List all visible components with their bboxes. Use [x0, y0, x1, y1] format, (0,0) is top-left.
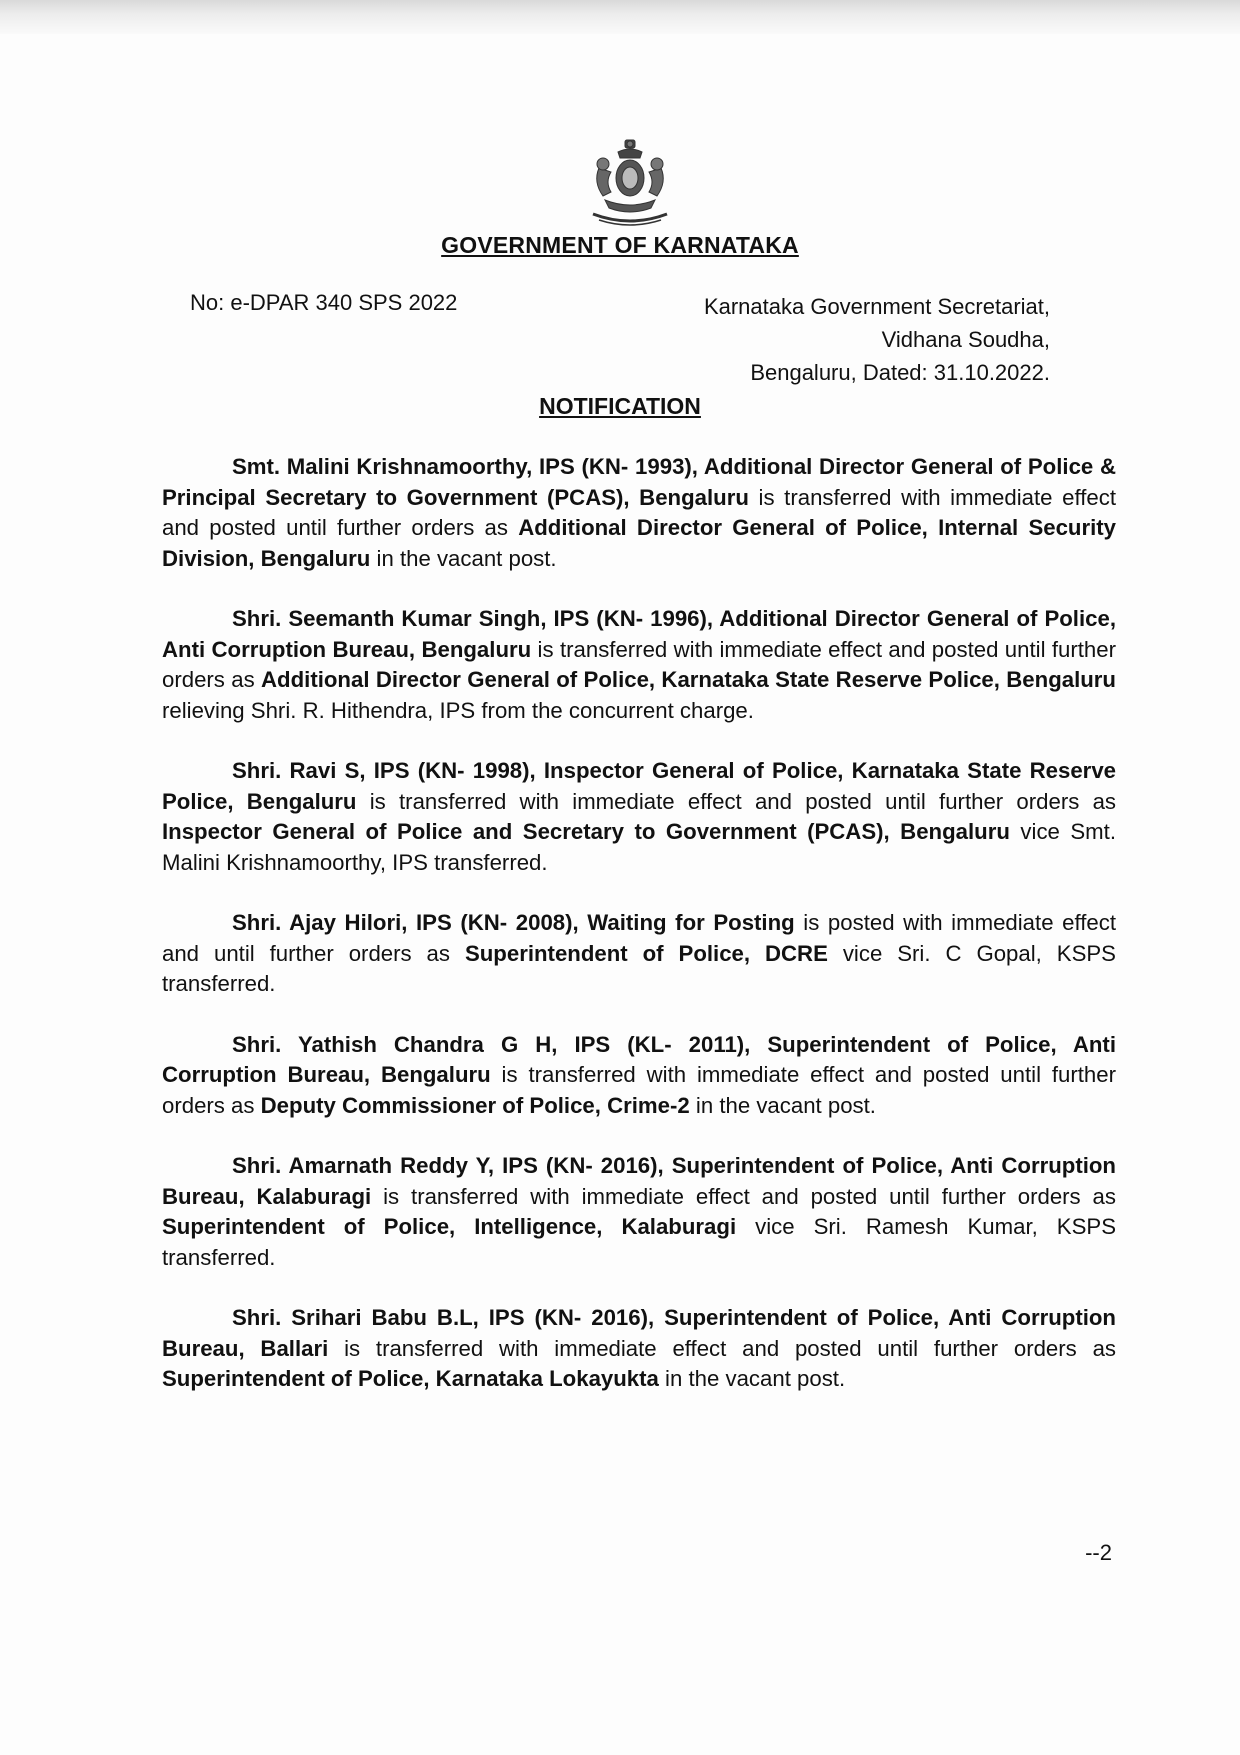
transfer-remark: in the vacant post.: [370, 545, 557, 571]
officer-details: Shri. Seemanth Kumar Singh, IPS (KN- 1996), Additional Director General of Police, Anti Corruption Bureau, Bengaluru: [162, 606, 1116, 662]
address-line-2: Vidhana Soudha,: [881, 327, 1050, 352]
officer-details: Shri. Ravi S, IPS (KN- 1998), Inspector General of Police, Karnataka State Reserve Police, Bengaluru: [162, 758, 1116, 814]
transfer-remark: vice Sri. Ramesh Kumar, KSPS transferred.: [162, 1214, 1116, 1270]
transfer-paragraph: [162, 452, 1116, 574]
transfer-remark: relieving Shri. R. Hithendra, IPS from the concurrent charge.: [162, 697, 754, 723]
notification-body: [162, 452, 1116, 1425]
new-posting: Additional Director General of Police, Internal Security Division, Bengaluru: [162, 515, 1116, 571]
transfer-remark: in the vacant post.: [689, 1092, 876, 1118]
transfer-text: is transferred with immediate effect and posted until further orders as: [162, 484, 1116, 540]
new-posting: Deputy Commissioner of Police, Crime-2: [260, 1092, 690, 1118]
transfer-text: is transferred with immediate effect and posted until further orders as: [328, 1335, 1116, 1361]
address-line-1: Karnataka Government Secretariat,: [703, 294, 1050, 319]
officer-details: Shri. Ajay Hilori, IPS (KN- 2008), Waiting for Posting: [232, 910, 795, 935]
officer-details: Shri. Srihari Babu B.L, IPS (KN- 2016), Superintendent of Police, Anti Corruption Bureau, Ballari: [162, 1305, 1116, 1361]
notification-title: NOTIFICATION: [539, 393, 701, 419]
transfer-text: is transferred with immediate effect and posted until further orders as: [356, 788, 1117, 814]
scan-edge: [0, 0, 1240, 34]
transfer-paragraph: [162, 756, 1116, 878]
transfer-text: is transferred with immediate effect and posted until further orders as: [162, 1062, 1116, 1118]
transfer-paragraph: [162, 908, 1116, 1000]
transfer-paragraph: [162, 1030, 1116, 1122]
transfer-remark: vice Sri. C Gopal, KSPS transferred.: [162, 940, 1116, 996]
transfer-paragraph: [162, 1151, 1116, 1273]
transfer-text: is transferred with immediate effect and posted until further orders as: [162, 636, 1116, 692]
officer-details: Shri. Amarnath Reddy Y, IPS (KN- 2016), Superintendent of Police, Anti Corruption Bureau, Kalaburagi: [162, 1153, 1116, 1209]
transfer-remark: in the vacant post.: [658, 1366, 846, 1391]
transfer-text: is posted with immediate effect and until further orders as: [162, 910, 1116, 966]
secretariat-address: [704, 290, 1050, 389]
order-number: No: e-DPAR 340 SPS 2022: [190, 290, 458, 315]
karnataka-emblem-icon: [585, 138, 675, 230]
officer-details: Shri. Yathish Chandra G H, IPS (KL- 2011), Superintendent of Police, Anti Corruption Bureau, Bengaluru: [162, 1031, 1116, 1087]
new-posting: Additional Director General of Police, Karnataka State Reserve Police, Bengaluru: [261, 667, 1116, 692]
transfer-text: is transferred with immediate effect and posted until further orders as: [371, 1183, 1116, 1209]
transfer-paragraph: [162, 604, 1116, 726]
officer-details: Smt. Malini Krishnamoorthy, IPS (KN- 1993), Additional Director General of Police & Principal Secretary to Government (PCAS), Bengaluru: [162, 454, 1116, 510]
new-posting: Superintendent of Police, Karnataka Lokayukta: [162, 1366, 659, 1391]
next-page-marker: --2: [1085, 1540, 1112, 1565]
new-posting: Inspector General of Police and Secretary to Government (PCAS), Bengaluru: [162, 819, 1010, 844]
government-heading: GOVERNMENT OF KARNATAKA: [441, 232, 799, 258]
new-posting: Superintendent of Police, DCRE: [464, 940, 828, 966]
new-posting: Superintendent of Police, Intelligence, Kalaburagi: [162, 1214, 737, 1239]
transfer-paragraph: [162, 1303, 1116, 1395]
transfer-remark: vice Smt. Malini Krishnamoorthy, IPS transferred.: [162, 819, 1116, 875]
address-date-line: Bengaluru, Dated: 31.10.2022.: [750, 360, 1050, 385]
